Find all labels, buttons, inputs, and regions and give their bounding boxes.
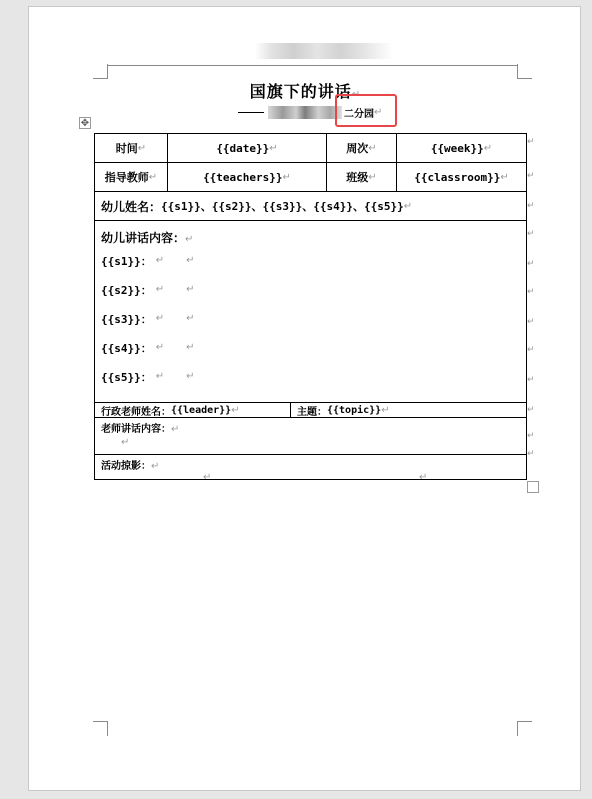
child-names-row[interactable]: 幼儿姓名： {{s1}}、{{s2}}、{{s3}}、{{s4}}、{{s5}} ↵	[95, 192, 526, 221]
classroom-cell[interactable]: {{classroom}} ↵	[414, 170, 509, 184]
highlight-box	[335, 94, 397, 127]
week-cell[interactable]: {{week}} ↵	[430, 141, 493, 155]
speech-table	[94, 133, 527, 483]
header-line	[107, 65, 517, 66]
time-label-cell[interactable]: 时间 ↵	[95, 134, 168, 162]
table-resize-handle-icon[interactable]	[527, 481, 539, 493]
speech-line[interactable]: {{s5}}： ↵ ↵	[101, 370, 195, 384]
leader-topic-row	[95, 403, 526, 418]
teacher-speech-row[interactable]: 老师讲话内容：↵ ↵	[95, 418, 526, 455]
table-row	[95, 134, 526, 163]
branch-name: 二分园	[344, 108, 374, 120]
teachers-cell[interactable]: {{teachers}} ↵	[168, 163, 327, 191]
date-cell[interactable]: {{date}} ↵	[168, 134, 327, 162]
week-label-cell[interactable]: 周次 ↵	[327, 134, 397, 162]
em-dash	[238, 112, 264, 113]
table-move-handle-icon[interactable]: ✥	[80, 118, 90, 129]
leader-cell[interactable]: 行政老师姓名： {{leader}} ↵	[95, 403, 291, 417]
corner-mark-bottom-left	[93, 721, 108, 736]
teacher-label-cell[interactable]: 指导教师 ↵	[95, 163, 168, 191]
blurred-header-text	[255, 43, 393, 59]
speech-line[interactable]: {{s4}}： ↵ ↵	[101, 341, 195, 355]
child-speech-row[interactable]: 幼儿讲话内容：↵ {{s1}}： ↵ ↵ {{s2}}： ↵ ↵ {{s3}}： ↵ ↵ {{s4}}： ↵ ↵ {{s5}}： ↵ ↵	[95, 221, 526, 403]
blurred-school-name	[268, 106, 342, 119]
table-row	[95, 163, 526, 192]
topic-cell[interactable]: 主题： {{topic}} ↵	[297, 404, 390, 418]
document-subtitle[interactable]: 二分园 ↵	[238, 104, 382, 120]
speech-line[interactable]: {{s3}}： ↵ ↵	[101, 312, 195, 326]
class-label-cell[interactable]: 班级 ↵	[327, 163, 397, 191]
corner-mark-top-left	[93, 64, 108, 79]
corner-mark-top-right	[517, 64, 532, 79]
speech-line[interactable]: {{s1}}： ↵ ↵	[101, 254, 195, 268]
photo-row[interactable]: 活动掠影：↵ ↵ ↵	[101, 461, 428, 483]
corner-mark-bottom-right	[517, 721, 532, 736]
speech-line[interactable]: {{s2}}： ↵ ↵	[101, 283, 195, 297]
document-title[interactable]: 国旗下的讲话↵	[249, 82, 362, 101]
document-page[interactable]: 国旗下的讲话↵ 二分园 ↵ ✥ 时间 ↵ {{date}} ↵ 周次 ↵ {{week}} ↵ 指导教师 ↵ {{teachers}} ↵ 班级 ↵ {{classroom}} ↵ 幼儿姓名： {{s1}}、{{s2}}、{{s3}}、{{s4}}、{{s5}} ↵ 幼儿讲话内容：↵ {{s1}}： ↵ ↵ {{s2}}： ↵ ↵ {{s3}}： ↵ ↵ {{s4}}： ↵ ↵ {{s5}}： ↵ ↵ 行政老师姓名： {{leader}} ↵ 主题： {{topic}} ↵ 老师讲话内容：↵ ↵ 活动掠影：↵ ↵ ↵ ↵ ↵ ↵ ↵ ↵ ↵ ↵ ↵ ↵ ↵ ↵ ↵	[28, 6, 581, 791]
